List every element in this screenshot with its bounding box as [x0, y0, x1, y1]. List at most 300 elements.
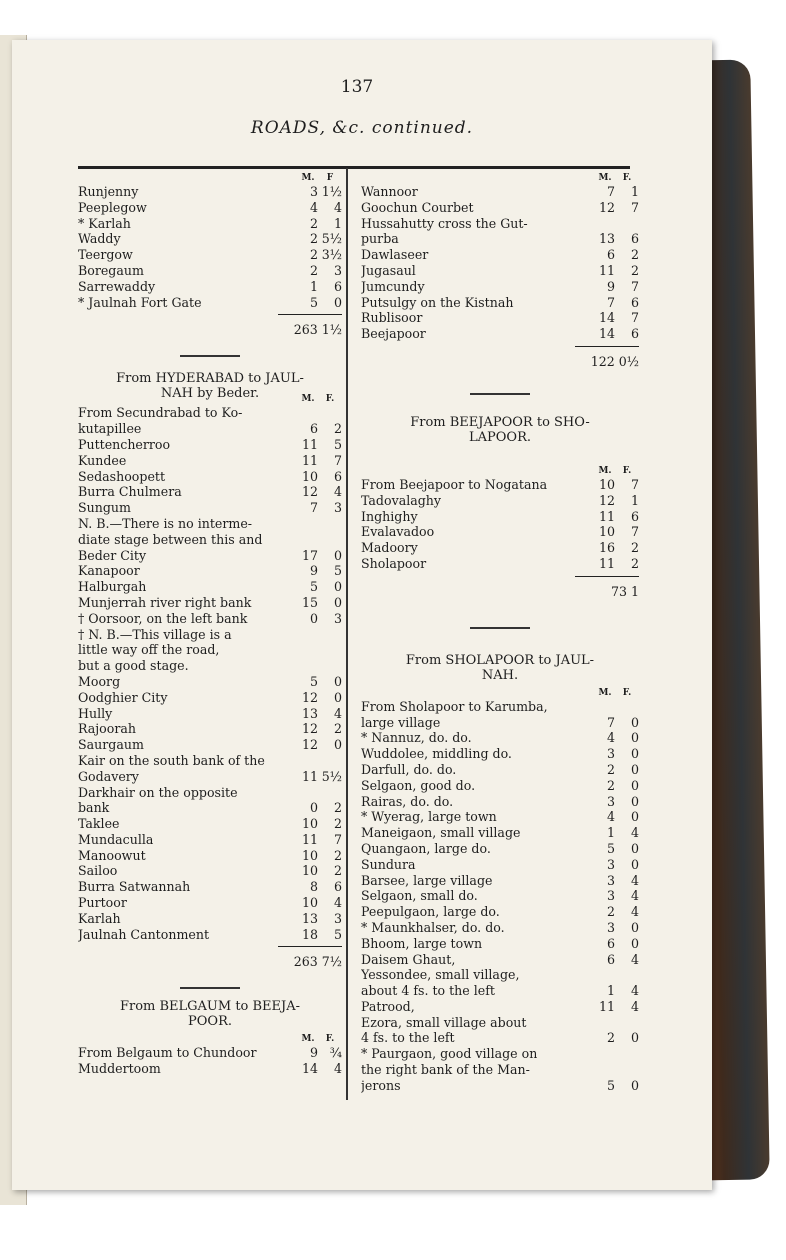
stage-name: From Beejapoor to Nogatana	[361, 476, 548, 492]
stage-row	[361, 477, 639, 493]
stage-name: Jaulnah Cantonment	[78, 926, 210, 942]
stage-name: little way off the road,	[78, 642, 220, 658]
stage-miles: 10	[598, 476, 615, 492]
stage-miles: 2	[309, 262, 318, 278]
stage-miles	[298, 627, 318, 643]
stage-miles: 9	[309, 563, 318, 579]
stage-row	[78, 863, 342, 879]
stage-row	[78, 279, 342, 295]
stage-name: Taklee	[78, 816, 120, 832]
stage-furlongs: 0	[333, 673, 342, 689]
stage-name: 4 fs. to the left	[361, 1030, 455, 1046]
stage-name: From Belgaum to Chundoor	[78, 1045, 257, 1061]
stage-list-sholapoor	[361, 699, 639, 1094]
stage-row	[361, 200, 639, 216]
stage-furlongs: 3½	[321, 247, 342, 263]
stage-name: Darkhair on the opposite	[78, 784, 238, 800]
stage-miles: 11	[598, 262, 615, 278]
stage-row	[78, 848, 342, 864]
stage-name: Putsulgy on the Kistnah	[361, 294, 514, 310]
miles-header: M.	[301, 173, 315, 183]
stage-miles: 2	[309, 215, 318, 231]
stage-miles: 10	[598, 524, 615, 540]
stage-name: Beejapoor	[361, 326, 426, 342]
stage-name: Darfull, do. do.	[361, 761, 457, 777]
stage-row	[78, 674, 342, 690]
stage-furlongs	[318, 785, 342, 801]
stage-name: Halburgah	[78, 579, 147, 595]
stage-row	[78, 595, 342, 611]
stage-row	[361, 730, 639, 746]
section-title-line: From BEEJAPOOR to SHO-	[410, 414, 590, 430]
stage-name: purba	[361, 231, 399, 247]
stage-furlongs: 6	[333, 879, 342, 895]
stage-furlongs: 5½	[321, 768, 342, 784]
stage-row	[361, 967, 639, 983]
stage-name: Selgaon, good do.	[361, 777, 476, 793]
stage-miles: 7	[606, 294, 615, 310]
stage-row	[78, 1061, 342, 1077]
stage-name: Karlah	[78, 910, 121, 926]
stage-furlongs: 2	[333, 847, 342, 863]
stage-row	[361, 715, 639, 731]
stage-row	[361, 746, 639, 762]
stage-furlongs	[318, 532, 342, 548]
stage-furlongs: 4	[630, 872, 639, 888]
stage-miles: 1	[309, 278, 318, 294]
stage-name: * Wyerag, large town	[361, 809, 497, 825]
stage-row	[78, 263, 342, 279]
col-header-row	[361, 172, 639, 184]
stage-row	[361, 904, 639, 920]
stage-furlongs	[615, 1046, 639, 1062]
stage-furlongs: 2	[333, 800, 342, 816]
stage-miles: 2	[309, 231, 318, 247]
stage-miles: 9	[309, 1045, 318, 1061]
stage-miles: 4	[606, 730, 615, 746]
stage-name: Munjerrah river right bank	[78, 594, 252, 610]
stage-miles: 11	[598, 508, 615, 524]
stage-miles: 9	[606, 278, 615, 294]
stage-row	[361, 999, 639, 1015]
stage-miles: 6	[606, 935, 615, 951]
stage-miles: 12	[598, 199, 615, 215]
stage-furlongs	[318, 658, 342, 674]
stage-furlongs: 0	[630, 746, 639, 762]
stage-name: Inghighy	[361, 508, 418, 524]
stage-name: † N. B.—This village is a	[78, 626, 232, 642]
route-total: 263 1½	[293, 322, 342, 338]
stage-row	[361, 952, 639, 968]
stage-furlongs: 6	[630, 326, 639, 342]
stage-name: Mundaculla	[78, 831, 154, 847]
stage-name: Bhoom, large town	[361, 935, 483, 951]
stage-name: Kundee	[78, 452, 127, 468]
stage-name: Kanapoor	[78, 563, 140, 579]
stage-miles: 10	[301, 468, 318, 484]
stage-row	[78, 579, 342, 595]
stage-row	[361, 216, 639, 232]
stage-miles: 13	[301, 910, 318, 926]
total-rule	[278, 946, 342, 947]
stage-name: Moorg	[78, 673, 121, 689]
miles-header: M.	[301, 1034, 315, 1045]
stage-furlongs	[318, 405, 342, 421]
stage-name: Godavery	[78, 768, 139, 784]
stage-row	[78, 532, 342, 548]
stage-miles: 11	[301, 831, 318, 847]
stage-row	[361, 936, 639, 952]
stage-furlongs: 7	[630, 199, 639, 215]
stage-row	[361, 279, 639, 295]
stage-miles: 2	[309, 247, 318, 263]
stage-name: the right bank of the Man-	[361, 1062, 530, 1078]
stage-row	[361, 540, 639, 556]
stage-miles: 2	[606, 761, 615, 777]
stage-miles: 11	[598, 998, 615, 1014]
stage-furlongs: 0	[333, 689, 342, 705]
right-column	[361, 172, 639, 1094]
stage-name: large village	[361, 714, 441, 730]
stage-furlongs: 6	[630, 231, 639, 247]
stage-furlongs: ¾	[329, 1045, 342, 1061]
miles-header: M.	[598, 465, 612, 476]
stage-furlongs	[318, 516, 342, 532]
left-column	[78, 172, 342, 1077]
stage-miles: 10	[301, 816, 318, 832]
stage-row	[361, 983, 639, 999]
stage-list-continued	[78, 184, 342, 310]
stage-miles: 6	[606, 247, 615, 263]
stage-miles	[595, 1062, 615, 1078]
stage-row	[361, 524, 639, 540]
stage-row	[361, 326, 639, 342]
stage-furlongs: 2	[333, 816, 342, 832]
stage-furlongs: 2	[630, 555, 639, 571]
stage-furlongs: 4	[630, 825, 639, 841]
stage-miles: 0	[309, 610, 318, 626]
stage-miles: 3	[309, 184, 318, 199]
stage-name: Beder City	[78, 547, 147, 563]
col-header-row	[361, 687, 639, 699]
section-title-line: POOR.	[188, 1014, 232, 1030]
stage-furlongs: 1	[333, 215, 342, 231]
stage-row	[78, 658, 342, 674]
stage-miles	[298, 405, 318, 421]
section-title-line: NAH by Beder.	[160, 386, 260, 402]
stage-furlongs: 2	[333, 421, 342, 437]
stage-row	[78, 737, 342, 753]
stage-furlongs: 2	[630, 247, 639, 263]
stage-furlongs	[615, 967, 639, 983]
stage-miles: 6	[606, 951, 615, 967]
stage-list-hyderabad	[78, 405, 342, 942]
stage-miles: 16	[598, 540, 615, 556]
stage-miles: 12	[301, 737, 318, 753]
stage-furlongs: 7	[630, 524, 639, 540]
stage-row	[78, 627, 342, 643]
stage-miles: 8	[309, 879, 318, 895]
stage-name: Jugasaul	[361, 262, 416, 278]
stage-furlongs: 0	[630, 714, 639, 730]
stage-furlongs: 0	[630, 730, 639, 746]
stage-row	[361, 699, 639, 715]
stage-miles	[595, 699, 615, 715]
stage-name: Madoory	[361, 540, 418, 556]
stage-row	[78, 516, 342, 532]
stage-name: Burra Satwannah	[78, 879, 191, 895]
stage-miles: 17	[301, 547, 318, 563]
route-total: 73 1	[610, 583, 639, 599]
top-rule	[78, 166, 630, 169]
col-header-row	[78, 1033, 342, 1045]
stage-row	[361, 556, 639, 572]
stage-furlongs: 6	[630, 508, 639, 524]
stage-row	[361, 794, 639, 810]
stage-name: but a good stage.	[78, 658, 189, 674]
stage-miles	[595, 1015, 615, 1031]
stage-furlongs: 0	[333, 594, 342, 610]
stage-row	[78, 231, 342, 247]
miles-header: M.	[598, 173, 612, 183]
stage-furlongs: 0	[333, 547, 342, 563]
stage-name: bank	[78, 800, 110, 816]
stage-row	[361, 310, 639, 326]
section-divider	[180, 987, 240, 989]
stage-miles: 13	[598, 231, 615, 247]
stage-furlongs: 3	[333, 910, 342, 926]
stage-row	[78, 200, 342, 216]
stage-miles: 5	[309, 673, 318, 689]
stage-row	[78, 785, 342, 801]
stage-miles: 3	[606, 919, 615, 935]
stage-furlongs: 7	[333, 452, 342, 468]
stage-furlongs: 0	[333, 579, 342, 595]
stage-miles: 12	[301, 721, 318, 737]
stage-row	[78, 690, 342, 706]
stage-furlongs: 0	[630, 935, 639, 951]
stage-furlongs: 0	[630, 793, 639, 809]
stage-row	[78, 895, 342, 911]
stage-name: Yessondee, small village,	[361, 967, 520, 983]
stage-row	[78, 721, 342, 737]
stage-miles: 1	[606, 825, 615, 841]
stage-name: * Nannuz, do. do.	[361, 730, 472, 746]
stage-name: Teergow	[78, 247, 133, 263]
stage-name: Evalavadoo	[361, 524, 435, 540]
stage-miles	[298, 785, 318, 801]
stage-name: jerons	[361, 1077, 401, 1093]
stage-name: Ezora, small village about	[361, 1014, 527, 1030]
stage-row	[361, 920, 639, 936]
stage-miles	[298, 658, 318, 674]
stage-miles: 3	[606, 888, 615, 904]
stage-furlongs: 6	[333, 278, 342, 294]
stage-furlongs: 5	[333, 926, 342, 942]
stage-furlongs: 4	[630, 951, 639, 967]
stage-furlongs: 0	[630, 761, 639, 777]
stage-row	[361, 509, 639, 525]
section-title-line: From BELGAUM to BEEJA-	[119, 999, 301, 1015]
stage-furlongs: 2	[333, 721, 342, 737]
stage-furlongs	[615, 1062, 639, 1078]
stage-miles: 11	[301, 436, 318, 452]
stage-miles	[595, 1046, 615, 1062]
stage-furlongs: 4	[333, 484, 342, 500]
stage-name: Muddertoom	[78, 1061, 161, 1077]
stage-name: Peepulgaon, large do.	[361, 904, 500, 920]
section-title-line: NAH.	[481, 667, 519, 683]
stage-list-belgaum-continued	[361, 184, 639, 342]
stage-furlongs	[318, 642, 342, 658]
stage-miles: 2	[606, 904, 615, 920]
stage-name: Boregaum	[78, 262, 144, 278]
section-divider	[470, 393, 530, 395]
stage-furlongs: 4	[630, 904, 639, 920]
stage-name: Sundura	[361, 856, 416, 872]
section-title-sholapoor-jaulnah	[361, 653, 639, 683]
stage-furlongs: 1	[630, 184, 639, 199]
stage-name: Maneigaon, small village	[361, 825, 521, 841]
stage-furlongs: 7	[630, 476, 639, 492]
furlongs-header: F.	[622, 465, 632, 476]
stage-miles	[595, 216, 615, 232]
stage-row	[78, 800, 342, 816]
miles-header: M.	[598, 687, 612, 698]
stage-miles: 18	[301, 926, 318, 942]
stage-miles: 2	[606, 1030, 615, 1046]
stage-row	[361, 762, 639, 778]
stage-name: * Jaulnah Fort Gate	[78, 294, 202, 310]
stage-row	[361, 825, 639, 841]
stage-row	[361, 857, 639, 873]
stage-row	[361, 809, 639, 825]
stage-furlongs: 4	[333, 1061, 342, 1077]
stage-name: Sungum	[78, 500, 131, 516]
stage-miles: 3	[606, 746, 615, 762]
stage-row	[78, 642, 342, 658]
furlongs-header: F.	[325, 1034, 335, 1045]
stage-row	[78, 563, 342, 579]
stage-row	[78, 927, 342, 943]
stage-furlongs: 0	[630, 1077, 639, 1093]
stage-miles: 12	[301, 484, 318, 500]
stage-row	[361, 873, 639, 889]
stage-furlongs: 3	[333, 500, 342, 516]
stage-furlongs	[615, 1015, 639, 1031]
furlongs-header: F	[326, 173, 334, 183]
stage-furlongs: 6	[333, 468, 342, 484]
stage-miles: 6	[309, 421, 318, 437]
stage-miles	[595, 967, 615, 983]
stage-name: Rublisoor	[361, 310, 423, 326]
furlongs-header: F.	[622, 173, 632, 183]
stage-miles: 13	[301, 705, 318, 721]
stage-row	[361, 184, 639, 200]
stage-row	[361, 1030, 639, 1046]
stage-row	[78, 706, 342, 722]
stage-miles: 14	[301, 1061, 318, 1077]
stage-furlongs: 0	[630, 856, 639, 872]
stage-furlongs: 4	[630, 998, 639, 1014]
stage-name: † Oorsoor, on the left bank	[78, 610, 248, 626]
stage-row	[361, 1062, 639, 1078]
stage-row	[78, 816, 342, 832]
stage-name: Waddy	[78, 231, 121, 247]
stage-furlongs: 3	[333, 610, 342, 626]
stage-furlongs: 2	[333, 863, 342, 879]
stage-name: diate stage between this and	[78, 531, 263, 547]
stage-miles: 5	[309, 294, 318, 310]
section-title-line: LAPOOR.	[468, 429, 531, 445]
stage-name: Barsee, large village	[361, 872, 493, 888]
stage-name: Sarrewaddy	[78, 278, 156, 294]
stage-furlongs: 4	[630, 888, 639, 904]
stage-name: Manoowut	[78, 847, 146, 863]
stage-name: Sedashoopett	[78, 468, 166, 484]
stage-row	[78, 611, 342, 627]
stage-furlongs: 5	[333, 436, 342, 452]
stage-name: * Karlah	[78, 215, 131, 231]
section-title-beejapoor-sholapoor	[361, 415, 639, 445]
stage-row	[361, 841, 639, 857]
stage-furlongs	[318, 627, 342, 643]
stage-furlongs	[615, 699, 639, 715]
stage-row	[78, 405, 342, 421]
stage-furlongs	[615, 216, 639, 232]
stage-row	[78, 500, 342, 516]
section-title-line: From SHOLAPOOR to JAUL-	[405, 652, 595, 668]
stage-name: Oodghier City	[78, 689, 168, 705]
stage-furlongs: 7	[333, 831, 342, 847]
book-page	[12, 40, 712, 1190]
stage-name: N. B.—There is no interme-	[78, 515, 253, 531]
section-title-belgaum-beejapoor	[78, 999, 342, 1029]
stage-row	[78, 469, 342, 485]
stage-row	[361, 231, 639, 247]
stage-miles: 7	[606, 714, 615, 730]
stage-furlongs: 0	[630, 809, 639, 825]
stage-miles: 1	[606, 983, 615, 999]
stage-miles: 10	[301, 895, 318, 911]
stage-name: Burra Chulmera	[78, 484, 182, 500]
stage-furlongs: 3	[333, 262, 342, 278]
page-number: 137	[340, 77, 374, 97]
stage-list-belgaum	[78, 1045, 342, 1077]
stage-row	[361, 263, 639, 279]
stage-furlongs: 4	[333, 199, 342, 215]
stage-row	[361, 1046, 639, 1062]
stage-name: Goochun Courbet	[361, 199, 474, 215]
stage-row	[78, 453, 342, 469]
stage-miles	[298, 642, 318, 658]
stage-miles: 3	[606, 793, 615, 809]
miles-header: M.	[301, 394, 315, 405]
stage-row	[361, 888, 639, 904]
stage-furlongs: 4	[630, 983, 639, 999]
stage-name: From Secundrabad to Ko-	[78, 405, 243, 421]
stage-name: Wuddolee, middling do.	[361, 746, 512, 762]
stage-name: Hussahutty cross the Gut-	[361, 215, 528, 231]
stage-miles: 5	[606, 1077, 615, 1093]
stage-row	[78, 295, 342, 311]
stage-furlongs: 0	[333, 294, 342, 310]
stage-row	[361, 1078, 639, 1094]
section-title-line: From HYDERABAD to JAUL-	[116, 371, 304, 387]
stage-miles: 14	[598, 310, 615, 326]
total-rule	[575, 576, 639, 577]
stage-row	[78, 437, 342, 453]
